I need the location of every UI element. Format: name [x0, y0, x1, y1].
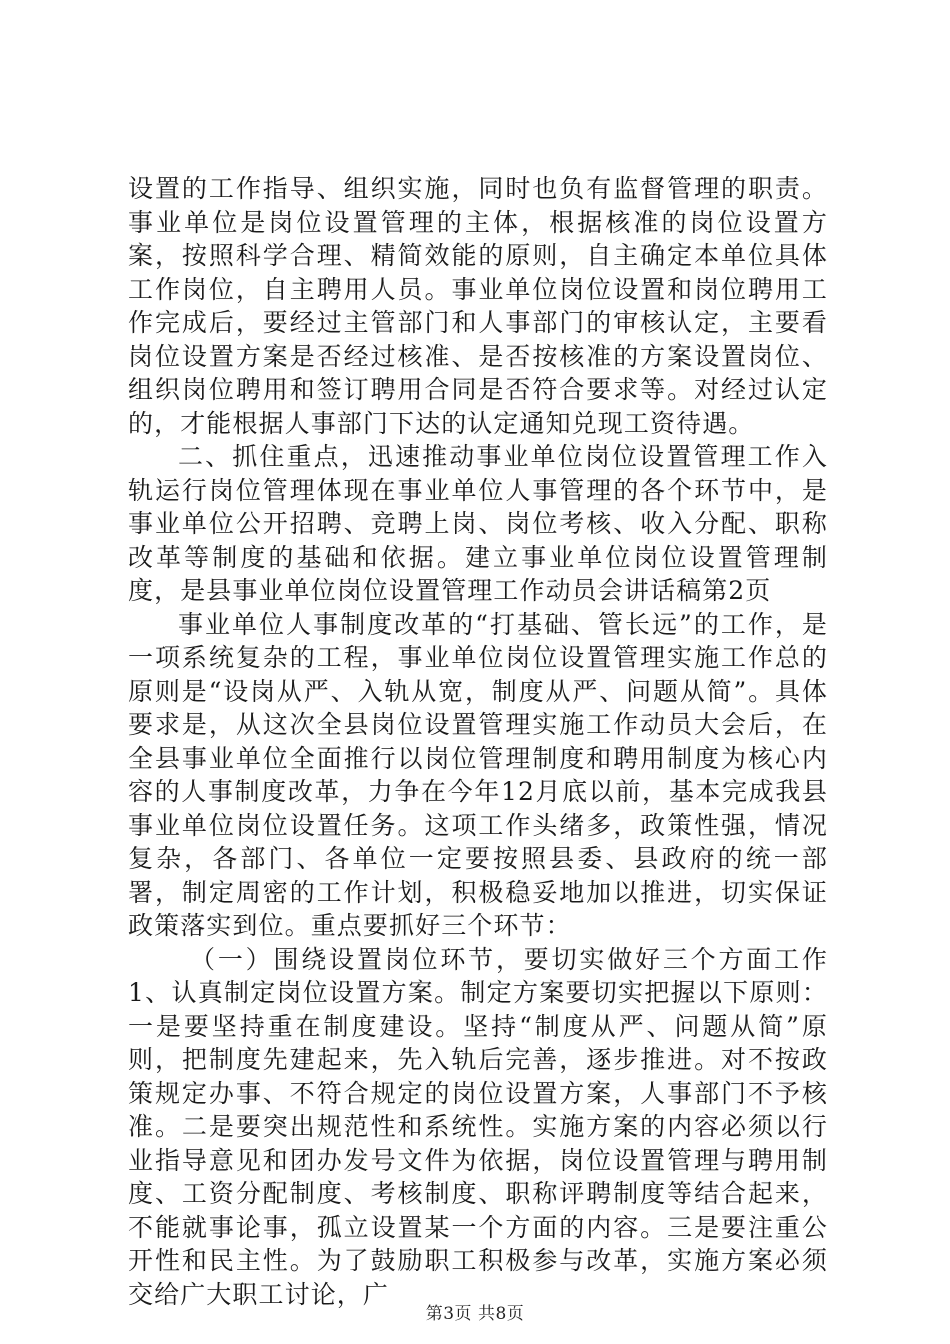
paragraph-4: （一）围绕设置岗位环节，要切实做好三个方面工作1、认真制定岗位设置方案。制定方案要切实把握以下原则：一是要坚持重在制度建设。坚持“制度从严、问题从简”原则，把制度先建起来，先入轨后完善，逐步推进。对不按政策规定办事、不符合规定的岗位设置方案，人事部门不予核准。二是要突出规范性和系统性。实施方案的内容必须以行业指导意见和团办发号文件为依据，岗位设置管理与聘用制度、工资分配制度、考核制度、职称评聘制度等结合起来，不能就事论事，孤立设置某一个方面的内容。三是要注重公开性和民主性。为了鼓励职工积极参与改革，实施方案必须交给广大职工讨论，广: [128, 944, 828, 1309]
document-body: [128, 172, 828, 1311]
paragraph-3: 事业单位人事制度改革的“打基础、管长远”的工作，是一项系统复杂的工程，事业单位岗位设置管理实施工作总的原则是“设岗从严、入轨从宽，制度从严、问题从简”。具体要求是，从这次全县岗位设置管理实施工作动员大会后，在全县事业单位全面推行以岗位管理制度和聘用制度为核心内容的人事制度改革，力争在今年12月底以前，基本完成我县事业单位岗位设置任务。这项工作头绪多，政策性强，情况复杂，各部门、各单位一定要按照县委、县政府的统一部署，制定周密的工作计划，积极稳妥地加以推进，切实保证政策落实到位。重点要抓好三个环节：: [128, 609, 828, 940]
paragraph-1: 设置的工作指导、组织实施，同时也负有监督管理的职责。事业单位是岗位设置管理的主体，根据核准的岗位设置方案，按照科学合理、精简效能的原则，自主确定本单位具体工作岗位，自主聘用人员。事业单位岗位设置和岗位聘用工作完成后，要经过主管部门和人事部门的审核认定，主要看岗位设置方案是否经过核准、是否按核准的方案设置岗位、组织岗位聘用和签订聘用合同是否符合要求等。对经过认定的，才能根据人事部门下达的认定通知兑现工资待遇。: [128, 174, 828, 438]
paragraph-2: 二、抓住重点，迅速推动事业单位岗位设置管理工作入轨运行岗位管理体现在事业单位人事管理的各个环节中，是事业单位公开招聘、竞聘上岗、岗位考核、收入分配、职称改革等制度的基础和依据。建立事业单位岗位设置管理制度，是县事业单位岗位设置管理工作动员会讲话稿第2页: [128, 442, 828, 605]
page-footer: 第3页 共8页: [425, 1304, 525, 1324]
